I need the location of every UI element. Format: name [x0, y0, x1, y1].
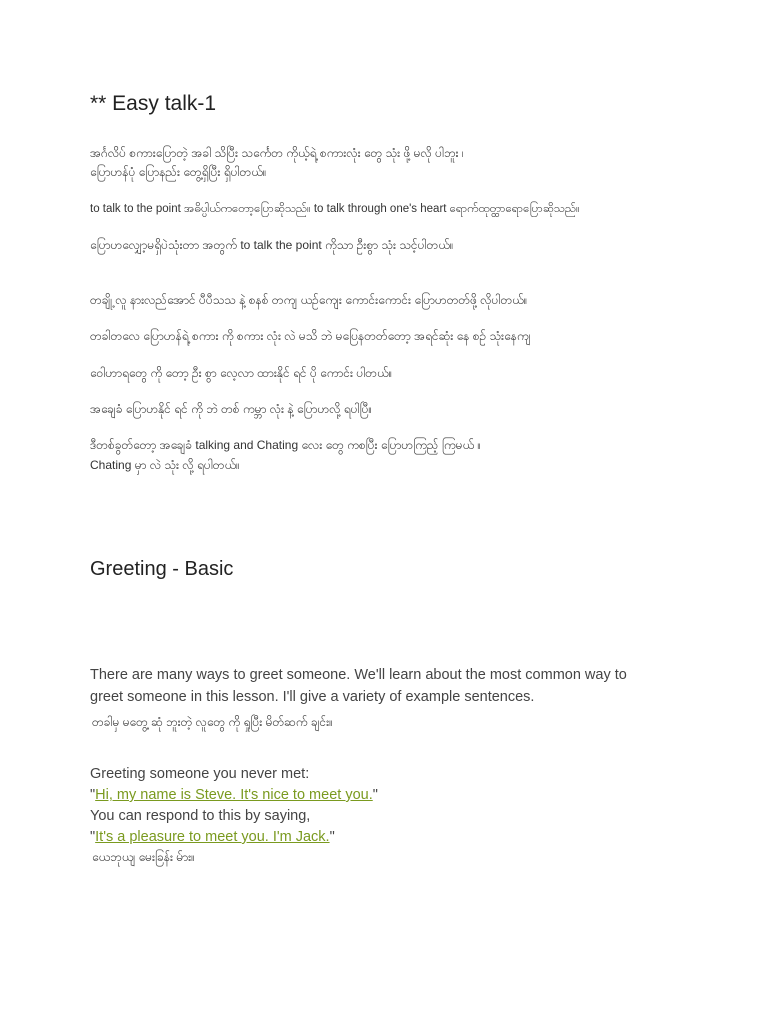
intro-line: တခါတလေ ပြောဟန်ရဲ့ စကား ကို စကား လုံး လဲ မသိ ဘဲ မပြေနတတ်တော့ အရင်ဆုံး နေ စဉ် သုံးနေကျ [90, 329, 531, 343]
example-line-2 [90, 829, 335, 845]
intro-line: Chating မှာ လဲ သုံး လို့ ရပါတယ်။ [90, 458, 240, 472]
intro-line: ဝေါဟာရတွေ ကို တော့ ဦး စွာ လေ့လာ ထားနိုင် ရင် ပို ကောင်း ပါတယ်။ [90, 366, 393, 380]
intro-line: to talk to the point အဓိပ္ပါယ်ကတော့ပြောဆိုသည်။ to talk through one's heart ရောက်ထုတ္ထာရောပြောဆိုသည်။ [90, 203, 580, 215]
greeting-burmese-note: ယေဘုယျ မေးခြန်း မ်ား။ [92, 850, 195, 864]
quote-mark: " [372, 787, 378, 803]
page-title: ** Easy talk-1 [90, 92, 217, 115]
quote-mark: " [90, 787, 96, 803]
quote-mark: " [329, 829, 335, 845]
example-link-2[interactable]: It's a pleasure to meet you. I'm Jack. [95, 829, 330, 845]
greeting-heading: Greeting someone you never met: [90, 766, 310, 782]
body-paragraph-line: greet someone in this lesson. I'll give a variety of example sentences. [90, 689, 535, 705]
body-paragraph-line: There are many ways to greet someone. We'll learn about the most common way to [90, 667, 627, 683]
body-burmese-note: တခါမှ မတွေ့ ဆုံ ဘူးတဲ့ လူတွေ ကို ရှုပြီး မိတ်ဆက် ချင်း။ [92, 715, 333, 729]
example-link-1[interactable]: Hi, my name is Steve. It's nice to meet you. [95, 787, 373, 803]
intro-line: အင်္ဂလိပ် စကားပြောတဲ့ အခါ သိပြီး သင်္ကေတ ကိုယ့်ရဲ့ စကားလုံး တွေ သုံး ဖို့ မလို ပါဘူး ၊ [90, 146, 464, 160]
example-line-1 [90, 787, 378, 803]
respond-text: You can respond to this by saying, [90, 808, 311, 824]
intro-line: ဒီတစ်ခွတ်တော့ အချေခံ talking and Chating လေး တွေ ကစပြီး ပြောဟကြည့် ကြမယ် ။ [90, 438, 482, 452]
intro-line: ပြောဟန်ပုံ ပြောနည်း တွေ့ရှိပြီး ရှိပါတယ်။ [90, 165, 267, 179]
intro-line: အချေခံ ပြောဟနိုင် ရင် ကို ဘဲ တစ် ကမ္ဘာ လုံး နဲ့ ပြောဟလို့ ရပါပြီ။ [90, 402, 373, 416]
quote-mark: " [90, 829, 96, 845]
intro-line: ပြောဟလျှော့မရှိပဲသုံးတာ အတွက် to talk the point ကိုသာ ဦးစွာ သုံး သင့်ပါတယ်။ [90, 238, 454, 252]
intro-line: တချို့ လူ နားလည်အောင် ပီပီသသ နဲ့ စနစ် တကျ ယဉ်ကျေး ကောင်းကောင်း ပြောဟတတ်ဖို့ လိုပါတယ်။ [90, 293, 528, 307]
section-title: Greeting - Basic [90, 558, 234, 580]
